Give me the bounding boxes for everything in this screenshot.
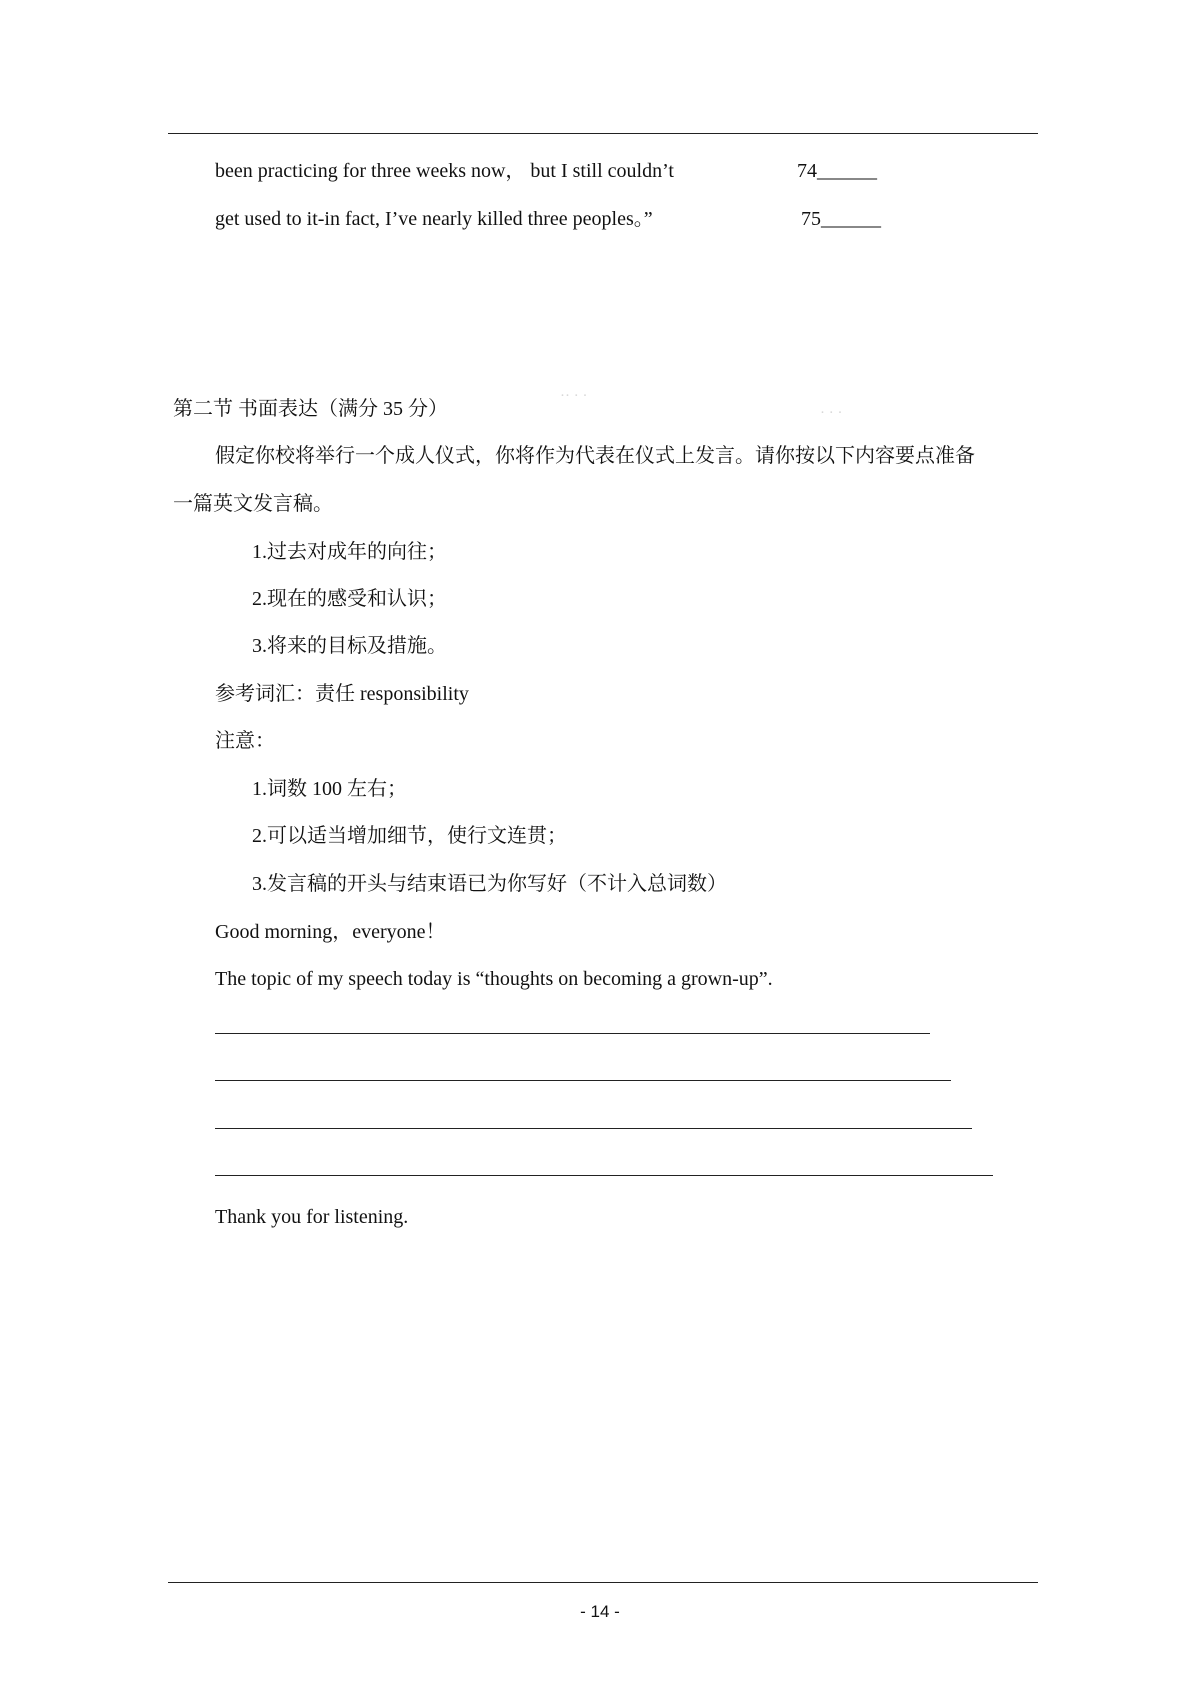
speech-greeting: Good morning，everyone！ — [215, 921, 446, 943]
section-heading: 第二节 书面表达（满分 35 分） — [173, 398, 448, 420]
writing-line[interactable] — [215, 1080, 951, 1081]
speech-topic: The topic of my speech today is “thoughts on becoming a grown-up”. — [215, 968, 773, 990]
writing-line[interactable] — [215, 1128, 972, 1129]
vocab-hint: 参考词汇：责任 responsibility — [215, 683, 469, 705]
faint-scan-mark: ·· · · — [560, 388, 588, 404]
answer-blank-75: 75______ — [801, 208, 881, 230]
note-item: 2.可以适当增加细节，使行文连贯； — [252, 825, 567, 847]
speech-closing: Thank you for listening. — [215, 1206, 409, 1228]
content-point: 3.将来的目标及措施。 — [252, 635, 447, 657]
intro-line-2: 一篇英文发言稿。 — [173, 493, 333, 515]
passage-line-74: been practicing for three weeks now， but I still couldn’t — [215, 160, 674, 182]
writing-line[interactable] — [215, 1175, 993, 1176]
passage-line-75: get used to it-in fact, I’ve nearly killed three peoples。” — [215, 208, 653, 230]
writing-line[interactable] — [215, 1033, 930, 1034]
content-point: 2.现在的感受和认识； — [252, 588, 447, 610]
intro-line-1: 假定你校将举行一个成人仪式，你将作为代表在仪式上发言。请你按以下内容要点准备 — [215, 445, 975, 467]
faint-scan-mark: · · · — [820, 405, 843, 421]
page-number: - 14 - — [580, 1602, 620, 1621]
note-item: 1.词数 100 左右； — [252, 778, 407, 800]
footer-rule — [168, 1582, 1038, 1583]
header-rule — [168, 133, 1038, 134]
note-item: 3.发言稿的开头与结束语已为你写好（不计入总词数） — [252, 873, 727, 895]
content-point: 1.过去对成年的向往； — [252, 541, 447, 563]
note-label: 注意： — [215, 730, 275, 752]
answer-blank-74: 74______ — [797, 160, 877, 182]
